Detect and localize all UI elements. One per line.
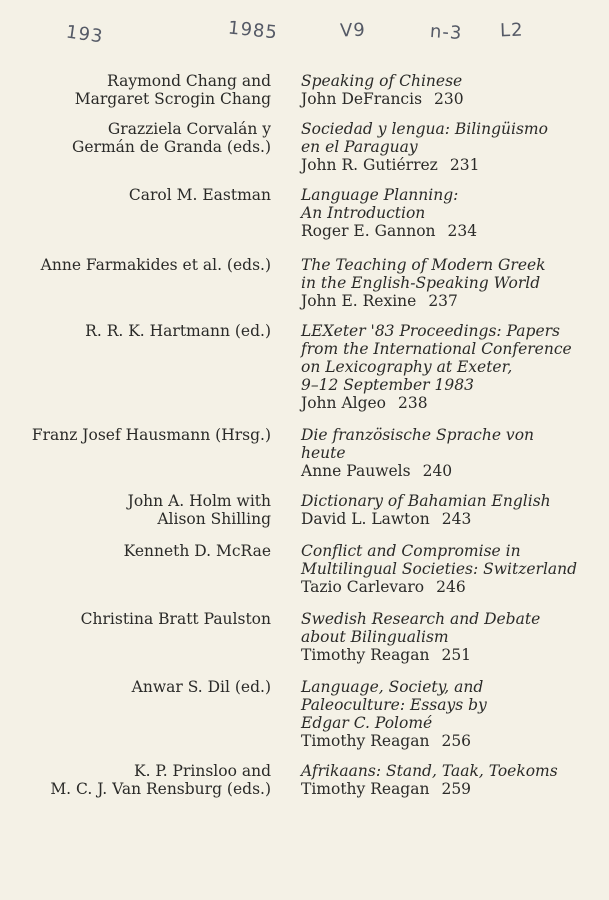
reviewer-line [301, 394, 572, 412]
book-author [124, 542, 271, 560]
book-title-line: An Introduction [301, 204, 426, 222]
book-title-line: Multilingual Societies: Switzerland [301, 560, 578, 578]
book-author [75, 72, 271, 108]
book-title-line: LEXeter '83 Proceedings: Papers [301, 322, 560, 340]
reviewer-line [301, 462, 534, 480]
author-line: R. R. K. Hartmann (ed.) [85, 322, 271, 340]
author-line: Kenneth D. McRae [123, 542, 271, 560]
author-line: Raymond Chang and [107, 72, 271, 90]
reviewer-line [301, 780, 558, 798]
reviewer-name: Anne Pauwels [301, 462, 411, 480]
book-review [301, 542, 577, 596]
author-line: Germán de Granda (eds.) [71, 138, 271, 156]
reviewer-line [301, 292, 546, 310]
reviewer-name: Tazio Carlevaro [301, 578, 425, 596]
annotation-number: n-3 [429, 20, 464, 45]
book-author [132, 678, 271, 696]
book-author [85, 322, 271, 340]
author-line: Anne Farmakides et al. (eds.) [40, 256, 271, 274]
book-review [301, 610, 540, 664]
book-title-line: Paleoculture: Essays by [301, 696, 487, 714]
book-author [128, 492, 271, 528]
reviewer-line [301, 732, 487, 750]
book-review [301, 322, 572, 412]
book-title-line: en el Paraguay [301, 138, 418, 156]
reviewer-line [301, 90, 464, 108]
author-line: John A. Holm with [127, 492, 271, 510]
author-line: Christina Bratt Paulston [80, 610, 271, 628]
annotation-volume: V9 [339, 19, 367, 42]
reviewer-name: Timothy Reagan [301, 646, 430, 664]
book-title-line: Die französische Sprache von [301, 426, 535, 444]
reviewer-name: John DeFrancis [301, 90, 423, 108]
book-review [301, 762, 558, 798]
book-author [50, 762, 271, 798]
book-title-line: Swedish Research and Debate [301, 610, 541, 628]
page-number: 234 [447, 222, 478, 240]
book-review [301, 256, 546, 310]
author-line: Anwar S. Dil (ed.) [131, 678, 271, 696]
page-number: 230 [434, 90, 464, 108]
book-author [81, 610, 271, 628]
book-review [301, 120, 548, 174]
reviewer-name: John E. Rexine [301, 292, 417, 310]
reviewer-line [301, 646, 540, 664]
annotation-year: 1985 [227, 17, 279, 44]
book-title-line: from the International Conference [301, 340, 572, 358]
book-title-line: Edgar C. Polomé [301, 714, 433, 732]
book-title-line: Afrikaans: Stand, Taak, Toekoms [301, 762, 558, 780]
reviewer-line [301, 578, 577, 596]
book-title-line: 9–12 September 1983 [301, 376, 474, 394]
reviewer-line [301, 222, 477, 240]
page-number: 240 [422, 462, 453, 480]
reviewer-line [301, 510, 551, 528]
author-line: M. C. J. Van Rensburg (eds.) [50, 780, 271, 798]
annotation-label: L2 [499, 19, 524, 42]
reviewer-name: Timothy Reagan [301, 732, 430, 750]
book-title-line: Speaking of Chinese [301, 72, 463, 90]
book-title-line: Language Planning: [301, 186, 459, 204]
reviewer-name: Timothy Reagan [301, 780, 430, 798]
book-author [32, 426, 271, 444]
book-review [301, 426, 534, 480]
book-author [129, 186, 271, 204]
book-title-line: heute [301, 444, 346, 462]
page-number: 238 [398, 394, 428, 412]
reviewer-name: Roger E. Gannon [301, 222, 436, 240]
book-title-line: Conflict and Compromise in [301, 542, 521, 560]
annotation-volume-code: 193 [64, 21, 105, 48]
reviewer-name: David L. Lawton [301, 510, 430, 528]
author-line: Alison Shilling [157, 510, 271, 528]
book-title-line: about Bilingualism [301, 628, 449, 646]
book-title-line: in the English-Speaking World [301, 274, 541, 292]
page-number: 256 [441, 732, 472, 750]
reviewer-line [301, 156, 548, 174]
book-review [301, 678, 487, 750]
book-review [301, 186, 477, 240]
handwritten-annotations [0, 18, 609, 58]
book-author [72, 120, 271, 156]
reviewer-name: John R. Gutiérrez [301, 156, 438, 174]
page-number: 246 [436, 578, 466, 596]
page-number: 251 [441, 646, 472, 664]
book-title-line: on Lexicography at Exeter, [301, 358, 513, 376]
book-title-line: Language, Society, and [301, 678, 484, 696]
book-author [41, 256, 271, 274]
page-number: 231 [449, 156, 480, 174]
page-number: 243 [441, 510, 472, 528]
book-title-line: Dictionary of Bahamian English [301, 492, 551, 510]
page-number: 237 [428, 292, 458, 310]
book-title-line: Sociedad y lengua: Bilingüismo [301, 120, 548, 138]
page-number: 259 [441, 780, 472, 798]
author-line: Grazziela Corvalán y [107, 120, 271, 138]
author-line: K. P. Prinsloo and [133, 762, 271, 780]
book-review [301, 72, 464, 108]
reviewer-name: John Algeo [301, 394, 387, 412]
book-review [301, 492, 551, 528]
author-line: Carol M. Eastman [128, 186, 271, 204]
author-line: Franz Josef Hausmann (Hrsg.) [31, 426, 271, 444]
book-title-line: The Teaching of Modern Greek [301, 256, 546, 274]
author-line: Margaret Scrogin Chang [74, 90, 271, 108]
